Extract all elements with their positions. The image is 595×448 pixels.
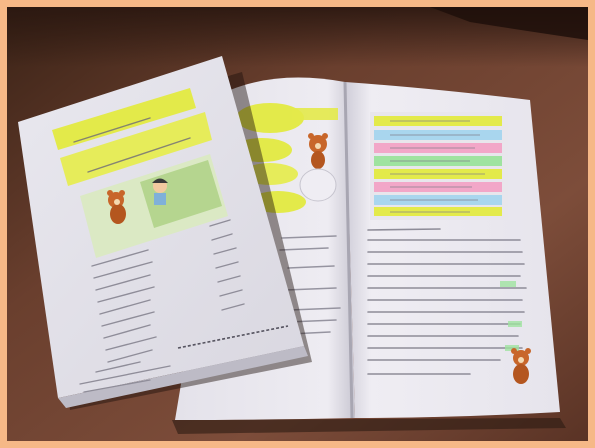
green-mark xyxy=(508,321,522,327)
colored-table xyxy=(370,112,508,220)
speech-bubble xyxy=(300,169,336,201)
yellow-bar xyxy=(292,108,338,120)
green-mark xyxy=(500,281,516,287)
